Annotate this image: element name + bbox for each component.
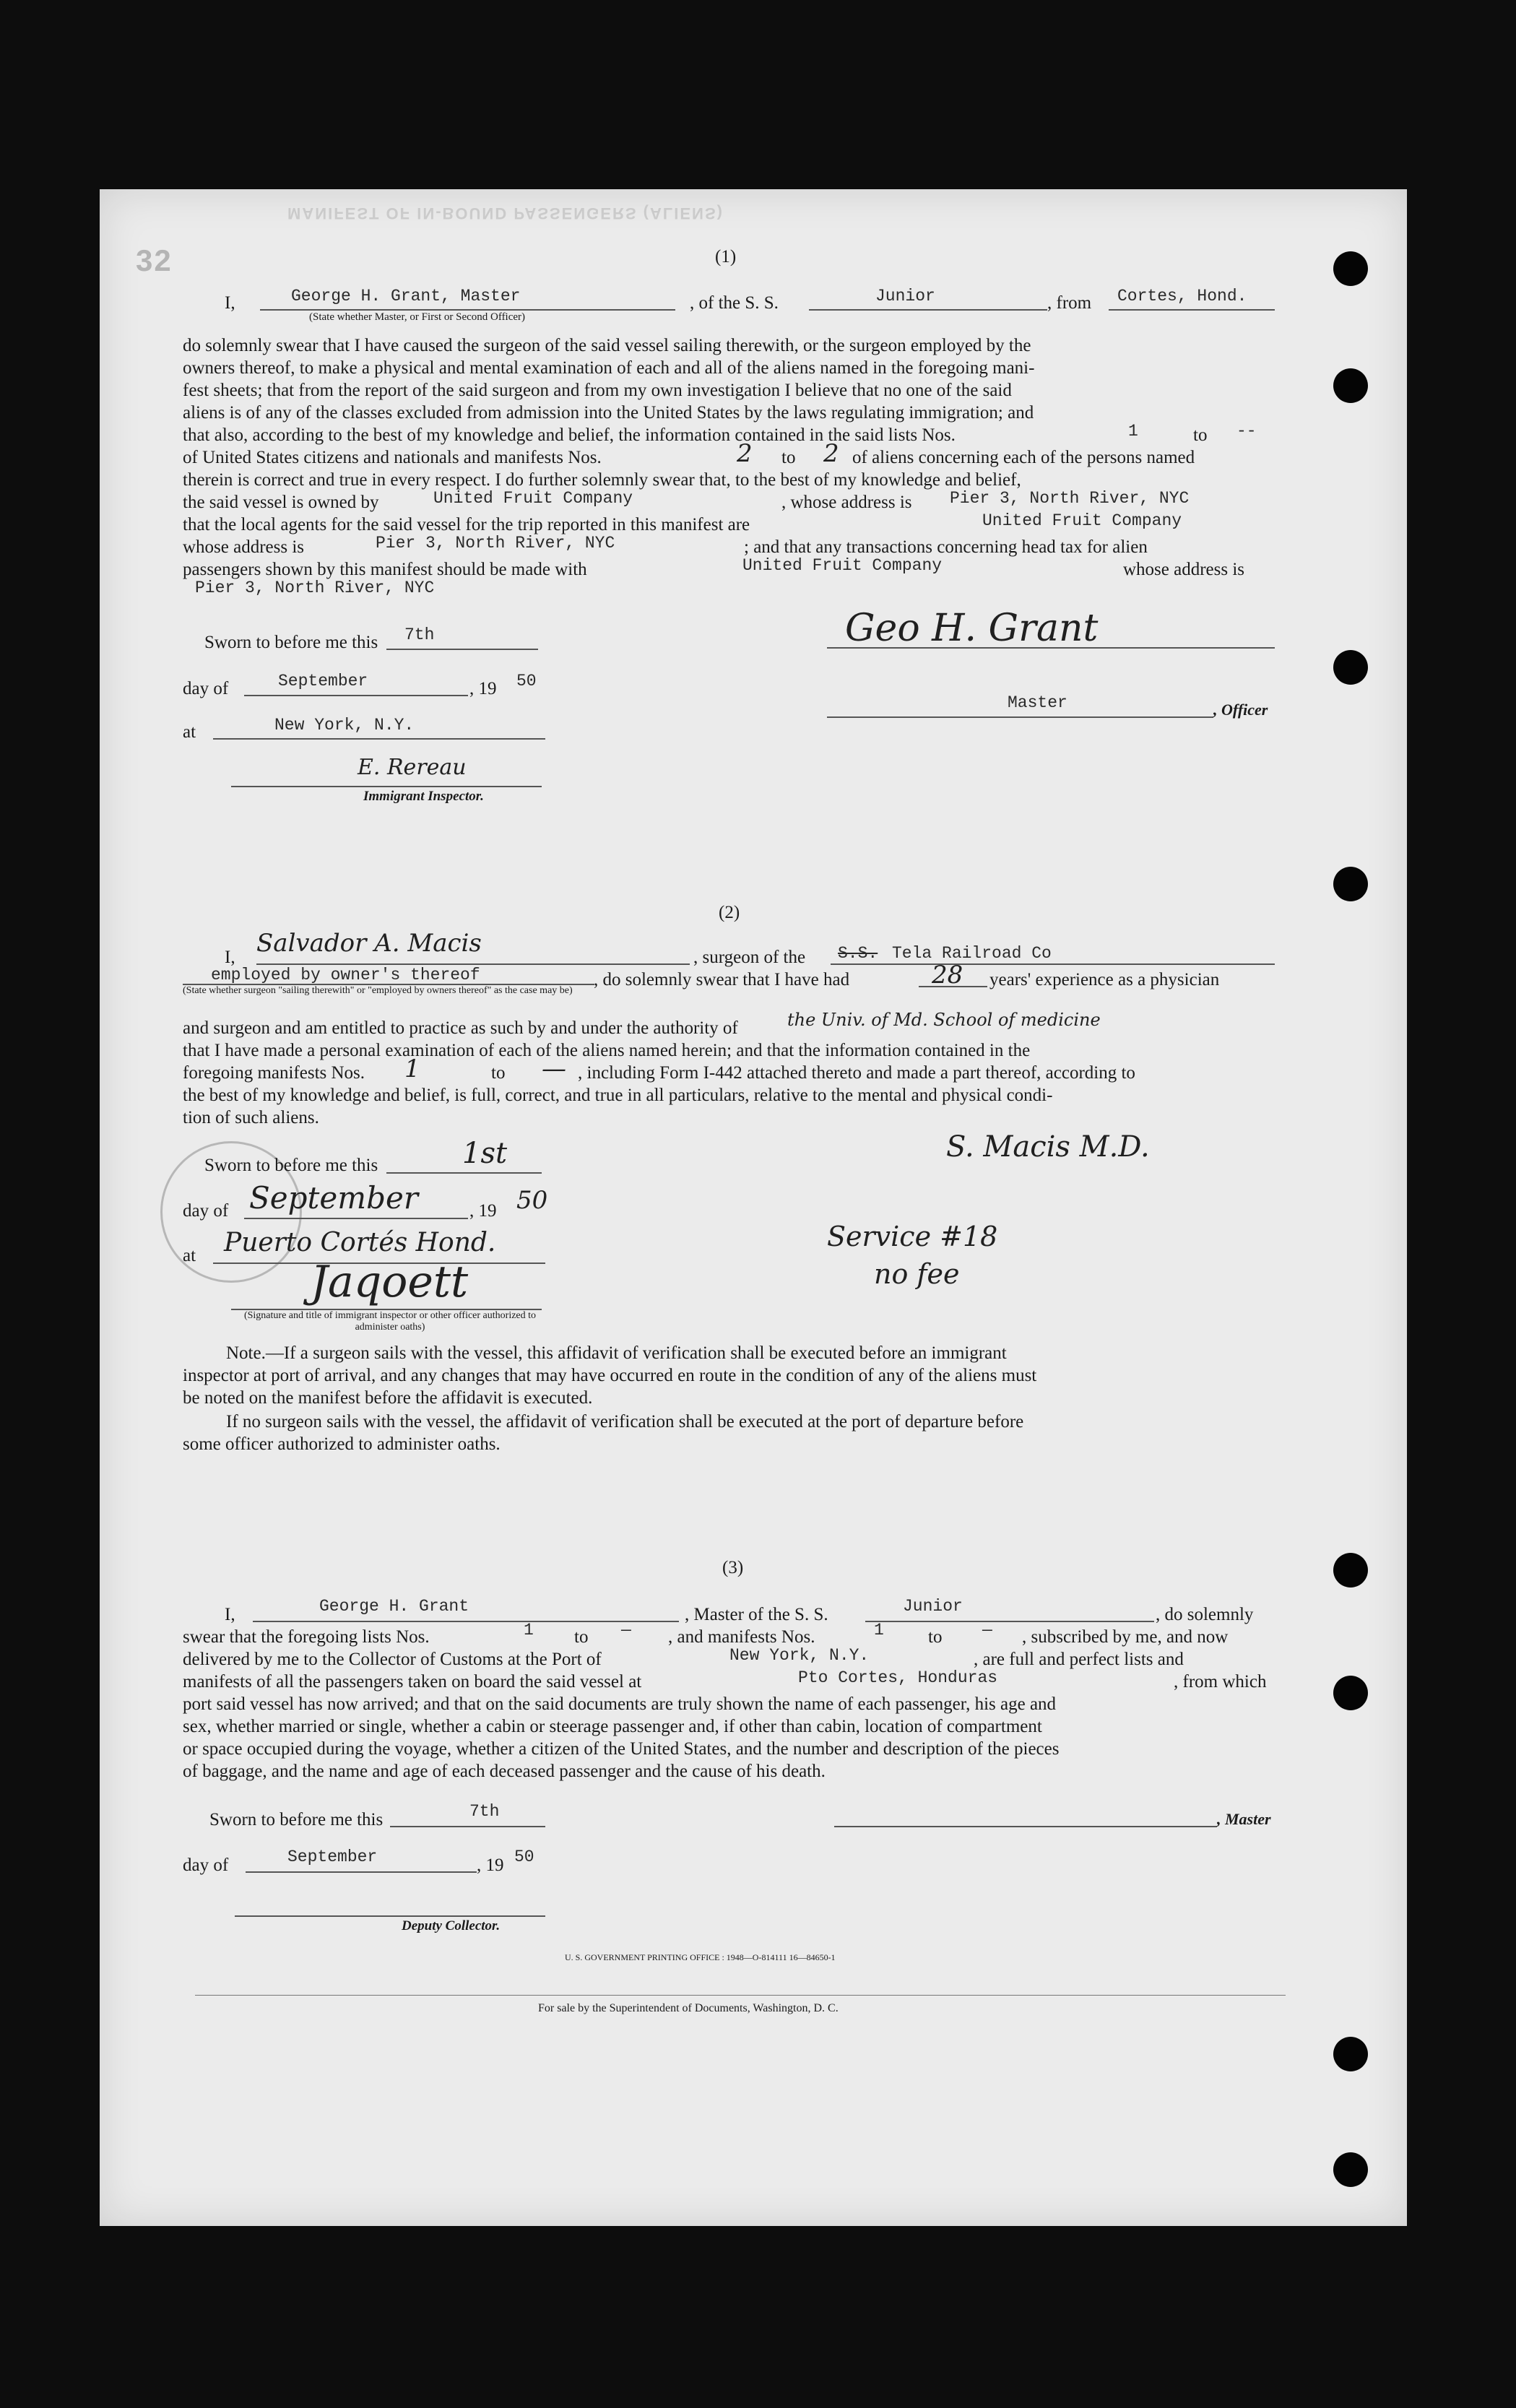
binder-hole: [1333, 650, 1368, 685]
s1-of-ss-label: , of the S. S.: [690, 293, 779, 313]
s2-officer-caption: (Signature and title of immigrant inspector or other officer authorized to administer oaths): [243, 1310, 537, 1333]
s1-month: September: [278, 672, 368, 690]
s1-officer-caption: , Officer: [1213, 701, 1268, 719]
s3-manifests-from: 1: [874, 1621, 884, 1640]
s3-line-7: or space occupied during the voyage, whether a citizen of the United States, and the number and description of the pieces: [183, 1739, 1060, 1759]
s1-month-rule: [244, 695, 468, 696]
s3-sworn-rule: [390, 1826, 545, 1827]
s1-manifests-to: 2: [823, 439, 839, 468]
binder-hole: [1333, 2152, 1368, 2187]
s3-line-3b: , are full and perfect lists and: [974, 1650, 1184, 1669]
s3-sworn-label: Sworn to before me this: [209, 1810, 384, 1829]
s1-inspector-rule: [231, 786, 542, 787]
s1-port-rule: [1109, 309, 1275, 311]
s3-vessel-rule: [865, 1621, 1154, 1622]
s1-line-10b: ; and that any transactions concerning head tax for alien: [744, 537, 1148, 557]
s1-master-name: George H. Grant, Master: [291, 287, 521, 306]
s2-i-label: I,: [225, 948, 235, 967]
s2-sworn-label: Sworn to before me this: [204, 1156, 378, 1175]
s1-year: 50: [516, 672, 537, 690]
s2-service-note-2: no fee: [874, 1258, 960, 1290]
s2-employed-caption: (State whether surgeon "sailing therewith" or "employed by owners thereof" as the case may be): [183, 985, 573, 996]
s2-service-note-1: Service #18: [827, 1221, 998, 1252]
s1-vessel: Junior: [875, 287, 935, 306]
s1-line-5: that also, according to the best of my knowledge and belief, the information contained in the said lists Nos.: [183, 425, 956, 445]
s2-month-rule: [244, 1218, 468, 1219]
s2-surgeon-of-label: , surgeon of the: [693, 948, 806, 967]
section-3-number: (3): [722, 1558, 744, 1577]
s1-agents: United Fruit Company: [982, 511, 1182, 530]
s3-from-port: Pto Cortes, Honduras: [798, 1668, 998, 1687]
binder-hole: [1333, 1676, 1368, 1710]
s1-line-2: owners thereof, to make a physical and mental examination of each and all of the aliens named in the foregoing mani-: [183, 358, 1035, 378]
s1-sworn-label: Sworn to before me this: [204, 633, 378, 652]
s2-line-5a: foregoing manifests Nos.: [183, 1063, 365, 1083]
s1-manifests-from: 2: [737, 439, 753, 468]
s1-owner-address: Pier 3, North River, NYC: [950, 489, 1190, 508]
s1-place: New York, N.Y.: [274, 716, 415, 735]
s1-sworn-rule: [386, 649, 538, 650]
s2-employed: employed by owner's thereof: [211, 966, 480, 984]
s1-line-8a: the said vessel is owned by: [183, 493, 379, 512]
s1-line-8b: , whose address is: [781, 493, 912, 512]
s3-month-rule: [246, 1871, 477, 1873]
s3-year-prefix: , 19: [477, 1855, 504, 1875]
s2-company-rule: [831, 963, 1275, 965]
s2-surgeon-rule: [256, 963, 690, 965]
s1-officer-sig-rule: [827, 647, 1275, 649]
s2-nos-to: —: [542, 1054, 566, 1083]
binder-hole: [1333, 251, 1368, 286]
s1-line-11a: passengers shown by this manifest should be made with: [183, 560, 587, 579]
s1-vessel-rule: [809, 309, 1047, 311]
s1-officer-signature: Geo H. Grant: [845, 607, 1099, 650]
s1-from-label: , from: [1047, 293, 1092, 313]
s2-place: Puerto Cortés Hond.: [224, 1228, 496, 1257]
header-ghost-text: MANIFEST OF IN-BOUND PASSENGERS (ALIENS): [287, 204, 724, 222]
s3-year: 50: [514, 1848, 534, 1866]
s2-year: 50: [516, 1186, 548, 1215]
s2-at-label: at: [183, 1246, 196, 1265]
s2-authority: the Univ. of Md. School of medicine: [787, 1010, 1101, 1030]
s3-collector-caption: Deputy Collector.: [402, 1918, 501, 1933]
s3-line-5: port said vessel has now arrived; and that on the said documents are truly shown the name of each passenger, his age and: [183, 1694, 1057, 1714]
binder-hole: [1333, 867, 1368, 901]
binder-hole: [1333, 1553, 1368, 1588]
s3-to-label-1: to: [574, 1627, 589, 1647]
s1-line-3: fest sheets; that from the report of the said surgeon and from my own investigation I believe that no one of the said: [183, 381, 1012, 400]
s1-at-label: at: [183, 722, 196, 742]
s3-manifests-to: —: [982, 1621, 992, 1640]
s3-lists-from: 1: [524, 1621, 534, 1640]
section-2-number: (2): [719, 903, 740, 922]
s1-head-tax-party: United Fruit Company: [742, 556, 943, 575]
s1-to-label: to: [1193, 425, 1208, 445]
s3-line-8: of baggage, and the name and age of each deceased passenger and the cause of his death.: [183, 1762, 826, 1781]
s3-lists-to: —: [621, 1621, 631, 1640]
s3-to-label-2: to: [928, 1627, 943, 1647]
s2-company: Tela Railroad Co: [892, 944, 1052, 963]
s2-line-3a: and surgeon and am entitled to practice as such by and under the authority of: [183, 1018, 738, 1038]
s1-lists-to: --: [1236, 422, 1257, 441]
s2-line-4: that I have made a personal examination of each of the aliens named herein; and that the information contained in the: [183, 1041, 1031, 1060]
s1-line-9a: that the local agents for the said vessel for the trip reported in this manifest are: [183, 515, 750, 534]
s1-agents-address: Pier 3, North River, NYC: [376, 534, 615, 553]
s1-i-label: I,: [225, 293, 235, 313]
s3-collector-rule: [235, 1915, 545, 1917]
s1-place-rule: [213, 738, 545, 740]
s1-lists-from: 1: [1128, 422, 1138, 441]
s2-surgeon-signature: S. Macis M.D.: [946, 1130, 1150, 1164]
s1-line-6a: of United States citizens and nationals and manifests Nos.: [183, 448, 602, 467]
s2-years-rule: [919, 986, 987, 987]
s3-i-label: I,: [225, 1605, 235, 1624]
binder-hole: [1333, 2037, 1368, 2071]
s2-struck-ss: S.S.: [838, 944, 878, 963]
s3-line-3a: delivered by me to the Collector of Customs at the Port of: [183, 1650, 602, 1669]
s3-vessel: Junior: [903, 1597, 963, 1616]
s2-line-5b: , including Form I-442 attached thereto and made a part thereof, according to: [578, 1063, 1135, 1083]
s2-sworn-rule: [386, 1172, 542, 1174]
footer-rule: [195, 1995, 1286, 1996]
s3-master-caption: , Master: [1217, 1810, 1271, 1828]
page-ghost-number: 32: [136, 243, 173, 277]
s1-to-label-2: to: [781, 448, 796, 467]
s3-master-of-label: , Master of the S. S.: [685, 1605, 828, 1624]
s2-sworn-day: 1st: [462, 1137, 508, 1170]
s2-nos-from: 1: [404, 1054, 420, 1083]
s2-note-5: some officer authorized to administer oaths.: [183, 1434, 501, 1454]
s1-master-caption: (State whether Master, or First or Second Officer): [309, 311, 526, 323]
binder-hole: [1333, 368, 1368, 403]
s1-inspector-signature: E. Rereau: [358, 755, 467, 780]
s2-line-7: tion of such aliens.: [183, 1108, 319, 1127]
s3-line-4b: , from which: [1174, 1672, 1267, 1692]
s2-line-6: the best of my knowledge and belief, is full, correct, and true in all particulars, relative to the mental and physical condi-: [183, 1086, 1053, 1105]
s1-line-6b: of aliens concerning each of the persons named: [852, 448, 1195, 467]
s3-month: September: [287, 1848, 378, 1866]
s2-years: 28: [932, 961, 963, 989]
s3-line-1b: , do solemnly: [1156, 1605, 1254, 1624]
s2-line-2b: , do solemnly swear that I have had: [594, 970, 850, 989]
s1-sworn-day: 7th: [404, 625, 435, 644]
s2-note-1: Note.—If a surgeon sails with the vessel, this affidavit of verification shall be executed before an immigrant: [226, 1343, 1007, 1363]
s2-month: September: [249, 1180, 418, 1216]
s2-year-prefix: , 19: [469, 1201, 497, 1221]
s3-line-2b: , and manifests Nos.: [668, 1627, 815, 1647]
section-1-number: (1): [715, 247, 737, 267]
s2-note-4: If no surgeon sails with the vessel, the affidavit of verification shall be executed at the port of departure before: [226, 1412, 1024, 1432]
s1-officer-title-rule: [827, 716, 1213, 718]
s1-line-10a: whose address is: [183, 537, 305, 557]
s2-nos-to-word: to: [491, 1063, 506, 1083]
s1-line-4: aliens is of any of the classes excluded from admission into the United States by the laws regulating immigration; and: [183, 403, 1034, 423]
s3-line-6: sex, whether married or single, whether a cabin or steerage passenger and, if other than cabin, location of compartment: [183, 1717, 1042, 1736]
s1-officer-title: Master: [1008, 693, 1067, 712]
s3-master-name: George H. Grant: [319, 1597, 469, 1616]
s3-line-4a: manifests of all the passengers taken on board the said vessel at: [183, 1672, 642, 1692]
s1-port: Cortes, Hond.: [1117, 287, 1247, 306]
s1-master-rule: [260, 309, 675, 311]
s3-master-sig-rule: [834, 1826, 1217, 1827]
s1-day-of-label: day of: [183, 679, 229, 698]
s3-port: New York, N.Y.: [729, 1646, 870, 1665]
s1-head-tax-address: Pier 3, North River, NYC: [195, 579, 435, 597]
s1-year-prefix: , 19: [469, 679, 497, 698]
s3-sworn-day: 7th: [469, 1802, 500, 1821]
s3-line-2a: swear that the foregoing lists Nos.: [183, 1627, 430, 1647]
s1-line-11b: whose address is: [1123, 560, 1245, 579]
s1-line-7: therein is correct and true in every respect. I do further solemnly swear that, to the best of my knowledge and belief,: [183, 470, 1021, 490]
s2-officer-signature: Jaqoett: [311, 1257, 469, 1307]
s3-day-of-label: day of: [183, 1855, 229, 1875]
s2-note-2: inspector at port of arrival, and any changes that may have occurred en route in the condition of any of the aliens must: [183, 1366, 1037, 1385]
s3-line-2c: , subscribed by me, and now: [1022, 1627, 1229, 1647]
s2-day-of-label: day of: [183, 1201, 229, 1221]
s2-surgeon-name: Salvador A. Macis: [256, 929, 482, 958]
s3-master-rule: [253, 1621, 679, 1622]
s2-line-2c: years' experience as a physician: [989, 970, 1220, 989]
s1-inspector-caption: Immigrant Inspector.: [363, 789, 484, 804]
s1-line-1: do solemnly swear that I have caused the surgeon of the said vessel sailing therewith, or the surgeon employed by the: [183, 336, 1031, 355]
s1-owner: United Fruit Company: [433, 489, 633, 508]
for-sale-line: For sale by the Superintendent of Documents, Washington, D. C.: [538, 2002, 839, 2014]
printing-office-line: U. S. GOVERNMENT PRINTING OFFICE : 1948—O-814111 16—84650-1: [565, 1952, 836, 1962]
s2-note-3: be noted on the manifest before the affidavit is executed.: [183, 1388, 593, 1408]
